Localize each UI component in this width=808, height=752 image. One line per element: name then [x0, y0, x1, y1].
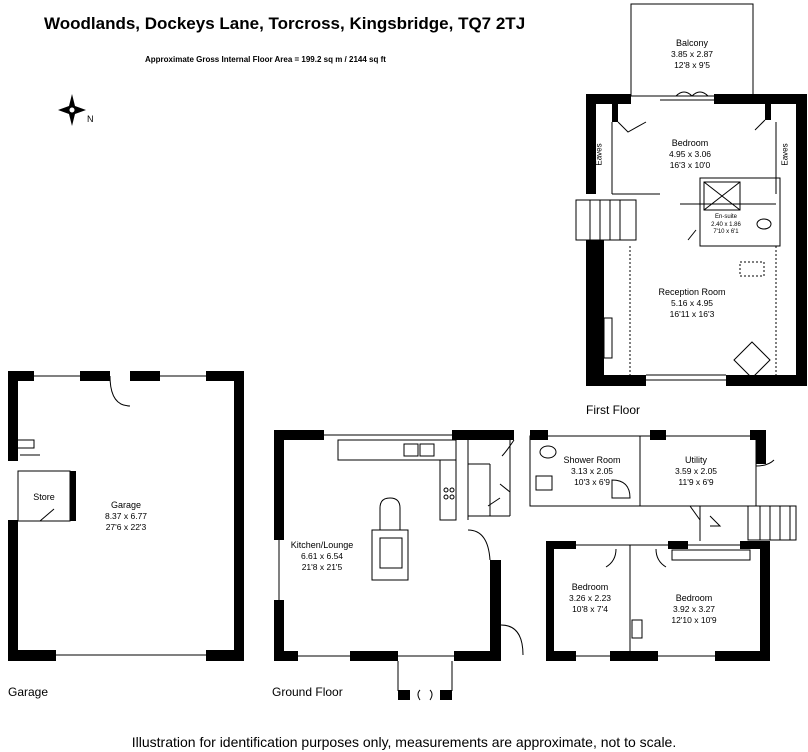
room-imperial: 27'6 x 22'3 [105, 521, 147, 532]
room-metric: 3.92 x 3.27 [672, 604, 716, 615]
room-imperial: 10'3 x 6'9 [574, 476, 610, 487]
room-ensuite [711, 214, 741, 237]
room-balcony [671, 38, 713, 71]
room-metric: 4.95 x 3.06 [668, 149, 712, 160]
room-kitchen-lounge [291, 540, 354, 573]
room-metric: 6.61 x 6.54 [300, 551, 344, 562]
room-bedroom-ground-large [671, 593, 716, 626]
room-bedroom-ground-small [569, 582, 611, 615]
disclaimer: Illustration for identification purposes only, measurements are approximate, not to scale. [131, 734, 677, 750]
room-name: En-suite [714, 214, 738, 220]
room-metric: 3.26 x 2.23 [568, 593, 612, 604]
room-imperial: 10'8 x 7'4 [572, 603, 608, 614]
floor-area: Approximate Gross Internal Floor Area = 199.2 sq m / 2144 sq ft [145, 55, 386, 64]
room-metric: 5.16 x 4.95 [670, 298, 714, 309]
compass-icon [56, 92, 96, 133]
property-title: Woodlands, Dockeys Lane, Torcross, Kingsbridge, TQ7 2TJ [44, 14, 526, 33]
room-name: Kitchen/Lounge [290, 540, 354, 550]
room-name: Garage [110, 500, 142, 510]
room-name: Utility [685, 455, 707, 465]
room-bedroom-first [669, 138, 711, 171]
eaves-label-right: Eaves [780, 143, 790, 166]
room-name: Bedroom [671, 138, 709, 148]
room-name: Bedroom [571, 582, 609, 592]
room-imperial: 16'3 x 10'0 [669, 159, 711, 170]
room-reception [658, 287, 725, 320]
garage-floor-label: Garage [8, 685, 49, 699]
room-name: Store [33, 492, 55, 502]
ground-floor-stairs [748, 506, 796, 540]
room-metric: 8.37 x 6.77 [104, 511, 148, 522]
room-imperial: 12'10 x 10'9 [671, 614, 717, 625]
room-name: Reception Room [658, 287, 726, 297]
room-imperial: 11'9 x 6'9 [678, 476, 714, 487]
room-imperial: 21'8 x 21'5 [301, 561, 343, 572]
room-shower [563, 455, 620, 488]
room-name: Bedroom [675, 593, 713, 603]
room-store [33, 492, 55, 503]
room-metric: 3.13 x 2.05 [570, 466, 614, 477]
eaves-label-left: Eaves [594, 143, 604, 166]
room-imperial: 7'10 x 6'1 [713, 229, 739, 235]
room-metric: 2.40 x 1.86 [711, 221, 741, 228]
room-name: Shower Room [563, 455, 621, 465]
room-garage [105, 500, 147, 533]
room-utility [675, 455, 717, 488]
room-name: Balcony [675, 38, 709, 48]
compass-north-label: N [87, 114, 94, 124]
room-imperial: 12'8 x 9'5 [674, 59, 710, 70]
ground-floor-label: Ground Floor [272, 685, 343, 699]
first-floor-label: First Floor [586, 403, 640, 417]
room-metric: 3.59 x 2.05 [674, 466, 718, 477]
room-metric: 3.85 x 2.87 [670, 49, 714, 60]
room-imperial: 16'11 x 16'3 [669, 308, 715, 319]
first-floor-stairs [576, 200, 636, 240]
